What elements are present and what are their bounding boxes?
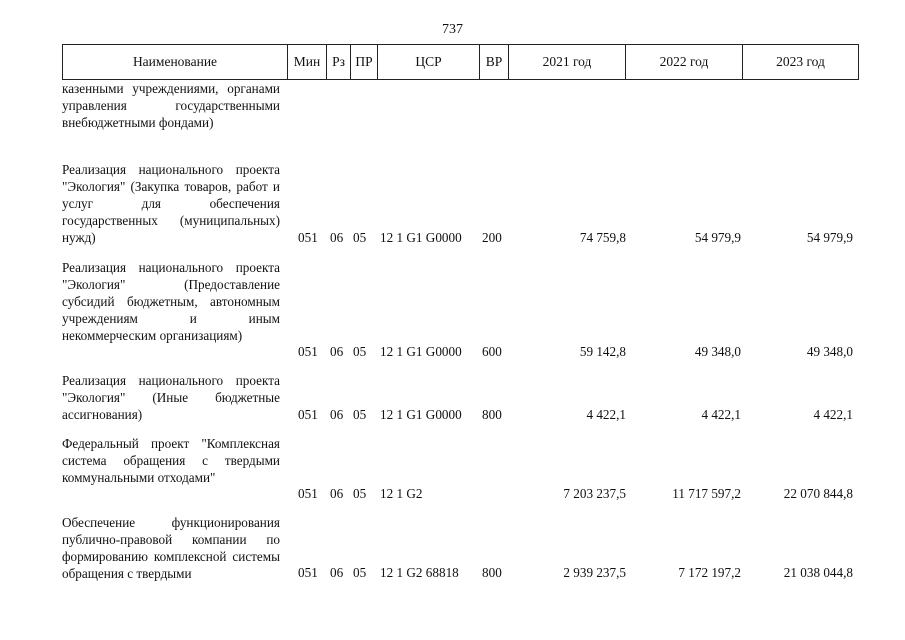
row-2021: 7 203 237,5 [563,486,626,501]
row-pr: 05 [353,230,367,245]
table-row [62,81,859,151]
row-2023: 21 038 044,8 [783,565,853,580]
page-number: 737 [442,22,463,37]
row-vr: 800 [482,565,502,580]
row-pr: 05 [353,565,367,580]
row-name: Реализация национального проекта "Экология" (Иные бюджетные ассигнования) [62,373,280,422]
row-2021: 74 759,8 [579,230,626,245]
row-name: Реализация национального проекта "Экология" (Предоставление субсидий бюджетным, автономным учреждениям и иным некоммерческим организациям) [62,260,280,343]
row-pr: 05 [353,486,367,501]
header-vr: ВР [480,45,509,79]
row-2022: 49 348,0 [694,344,741,359]
row-min: 051 [298,486,318,501]
row-2023: 54 979,9 [806,230,853,245]
header-min: Мин [288,45,327,79]
header-2021: 2021 год [509,45,626,79]
header-2022: 2022 год [626,45,743,79]
row-min: 051 [298,565,318,580]
header-2023: 2023 год [776,54,825,69]
row-rz: 06 [330,407,344,422]
row-min: 051 [298,344,318,359]
header-pr: ПР [351,45,378,79]
row-vr: 600 [482,344,502,359]
row-name: казенными учреждениями, органами управления государственными внебюджетными фондами) [62,81,280,130]
row-name: Обеспечение функционирования публично-правовой компании по формированию комплексной системы обращения с твердыми [62,515,280,581]
row-rz: 06 [330,486,344,501]
row-rz: 06 [330,230,344,245]
row-csr: 12 1 G2 [380,486,423,501]
header-name: Наименование [63,45,288,79]
row-vr: 200 [482,230,502,245]
row-2022: 11 717 597,2 [672,486,741,501]
row-2022: 54 979,9 [694,230,741,245]
row-csr: 12 1 G1 G0000 [380,407,462,422]
row-2022: 4 422,1 [701,407,741,422]
row-rz: 06 [330,565,344,580]
row-name: Федеральный проект "Комплексная система обращения с твердыми коммунальными отходами" [62,436,280,485]
row-2021: 2 939 237,5 [563,565,626,580]
row-name: Реализация национального проекта "Экология" (Закупка товаров, работ и услуг для обеспечения государственных (муниципальных) нужд) [62,162,280,245]
row-min: 051 [298,407,318,422]
row-csr: 12 1 G1 G0000 [380,344,462,359]
row-2023: 49 348,0 [806,344,853,359]
row-2023: 22 070 844,8 [783,486,853,501]
row-pr: 05 [353,407,367,422]
table-row [62,436,859,504]
row-rz: 06 [330,344,344,359]
table-row [62,260,859,361]
row-2023: 4 422,1 [813,407,853,422]
table-row [62,373,859,424]
row-csr: 12 1 G1 G0000 [380,230,462,245]
header-csr: ЦСР [378,45,480,79]
row-2021: 59 142,8 [579,344,626,359]
row-2021: 4 422,1 [586,407,626,422]
header-rz: Рз [327,45,351,79]
table-header [62,44,859,80]
row-min: 051 [298,230,318,245]
table-row [62,515,859,583]
row-pr: 05 [353,344,367,359]
row-csr: 12 1 G2 68818 [380,565,459,580]
table-row [62,162,859,247]
row-2022: 7 172 197,2 [678,565,741,580]
row-vr: 800 [482,407,502,422]
